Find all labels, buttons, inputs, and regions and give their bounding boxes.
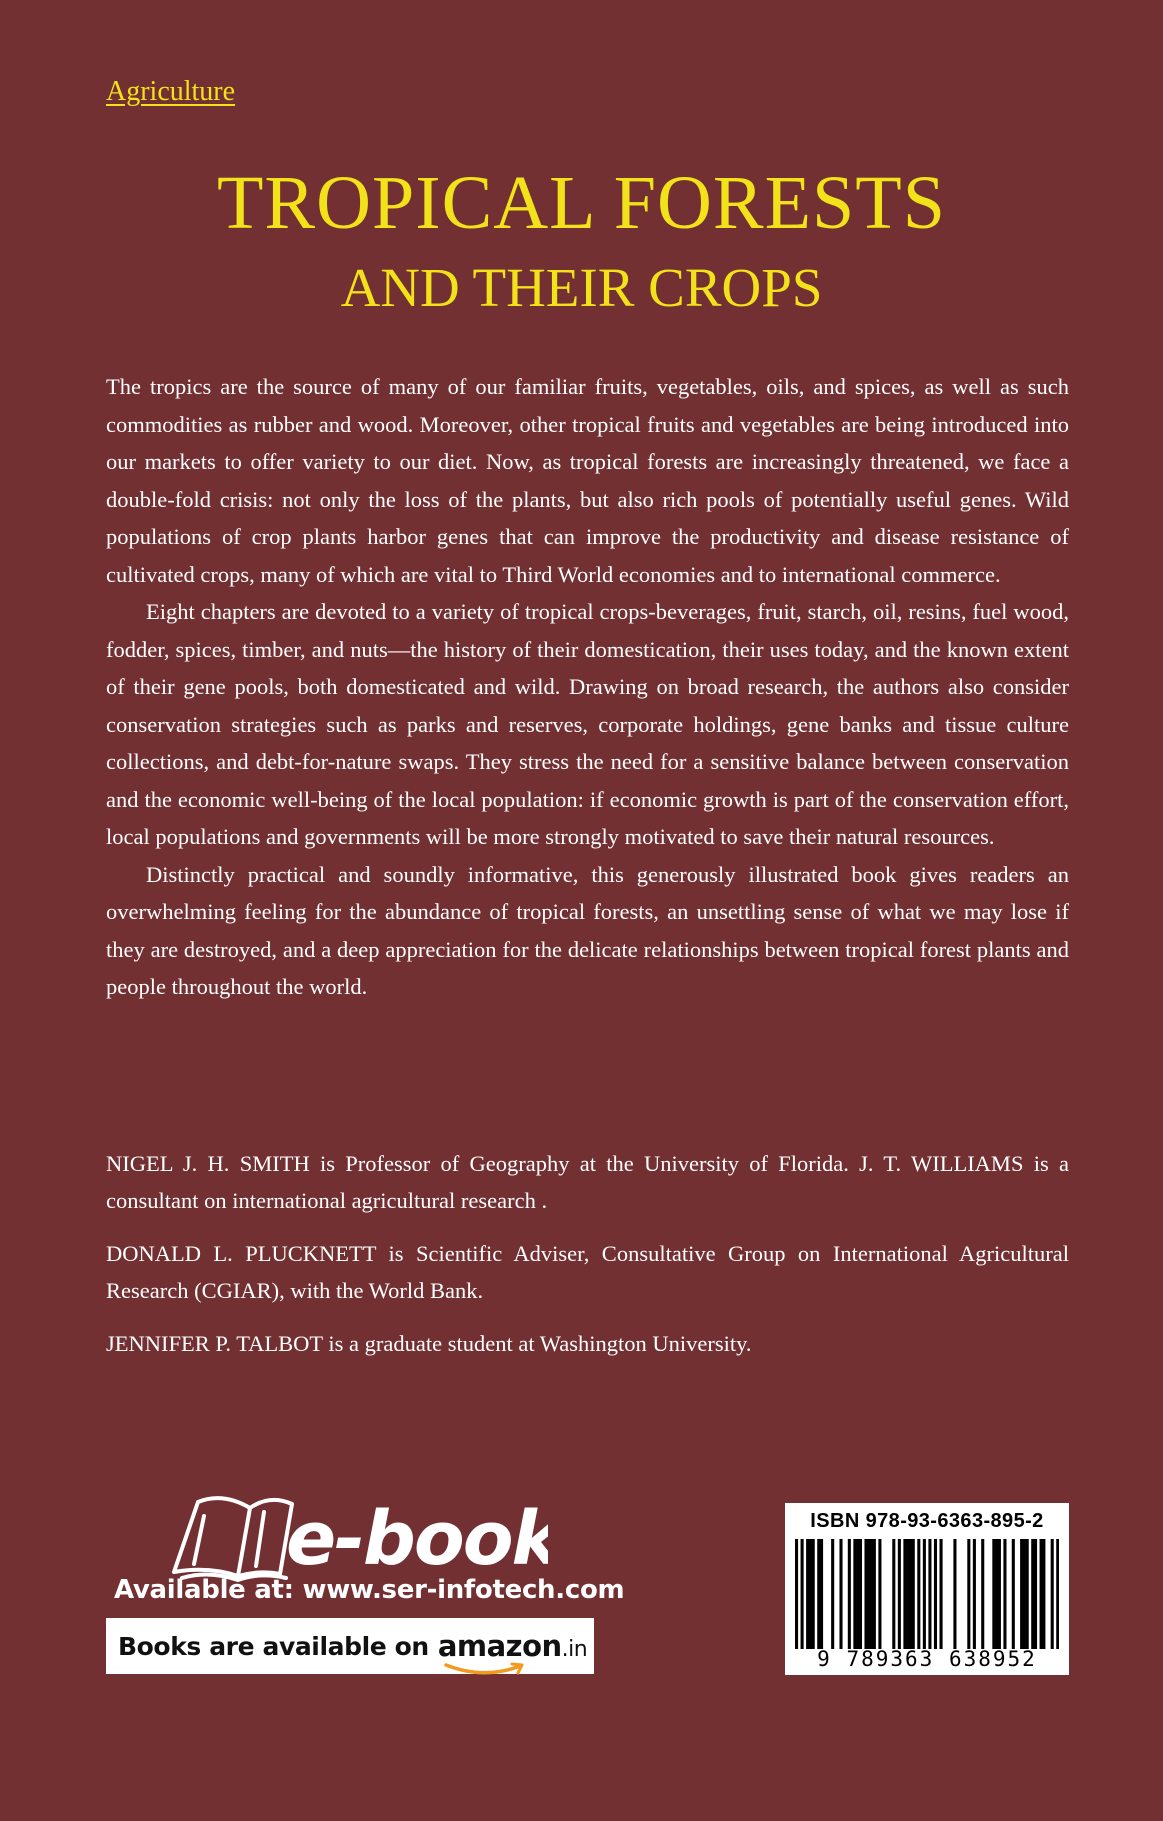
barcode-bar <box>873 1539 876 1649</box>
barcode-bar <box>934 1539 937 1649</box>
amazon-lead-text: Books are available on <box>118 1631 429 1661</box>
barcode-bar <box>912 1539 915 1649</box>
barcode-bar <box>906 1539 909 1649</box>
isbn-digits: 9 789363 638952 <box>817 1647 1037 1671</box>
barcode-bar <box>809 1539 812 1649</box>
description <box>106 368 1069 1006</box>
barcode-bar <box>923 1539 926 1649</box>
barcode-bar <box>909 1539 912 1649</box>
barcode-bar <box>1026 1539 1029 1649</box>
barcode-bar <box>839 1539 842 1649</box>
barcode-box <box>785 1503 1069 1675</box>
amazon-suffix: .in <box>561 1637 588 1662</box>
barcode-bar <box>864 1539 867 1649</box>
barcode-bar <box>967 1539 970 1649</box>
barcode-bar <box>817 1539 820 1649</box>
description-paragraph: Distinctly practical and soundly informative, this generously illustrated book gives readers an overwhelming feeling for the abundance of tropical forests, an unsettling sense of what we may lose if they are destroyed, and a deep appreciation for the delicate relationships between tropical forest plants and people throughout the world. <box>106 861 1069 999</box>
barcode-bar <box>898 1539 901 1649</box>
barcode-bar <box>848 1539 851 1649</box>
barcode-bar <box>867 1539 870 1649</box>
amazon-smile-icon <box>442 1662 528 1676</box>
barcode-bar <box>820 1539 823 1649</box>
barcode-bar <box>870 1539 873 1649</box>
barcode-bar <box>806 1539 809 1649</box>
barcode-bar <box>1003 1539 1006 1649</box>
barcode-bar <box>801 1539 804 1649</box>
ebook-logo <box>168 1484 548 1584</box>
barcode-bar <box>940 1539 943 1649</box>
barcode-bar <box>853 1539 856 1649</box>
barcode-bar <box>878 1539 881 1649</box>
barcode-bar <box>1042 1539 1045 1649</box>
amazon-brand: amazon <box>437 1629 562 1663</box>
available-at-text[interactable]: Available at: www.ser-infotech.com <box>114 1575 625 1605</box>
title-line-1: TROPICAL FORESTS <box>217 161 946 245</box>
isbn-label: ISBN 978-93-6363-895-2 <box>810 1510 1044 1532</box>
barcode-image <box>795 1539 1059 1649</box>
barcode-bar <box>928 1539 931 1649</box>
barcode-bar <box>992 1539 995 1649</box>
author-bio: NIGEL J. H. SMITH is Professor of Geography at the University of Florida. J. T. WILLIAMS is a consultant on international agricultural research . <box>106 1151 1069 1213</box>
barcode-bar <box>831 1539 834 1649</box>
barcode-bar <box>953 1539 956 1649</box>
barcode-bar <box>1023 1539 1026 1649</box>
barcode-bar <box>1056 1539 1059 1649</box>
barcode-bar <box>1051 1539 1054 1649</box>
barcode-bar <box>859 1539 862 1649</box>
barcode-bar <box>998 1539 1001 1649</box>
amazon-logo <box>438 1629 587 1663</box>
author-bio: DONALD L. PLUCKNETT is Scientific Adviser, Consultative Group on International Agricultural Research (CGIAR), with the World Bank. <box>106 1241 1069 1303</box>
category-link[interactable]: Agriculture <box>106 76 236 107</box>
svg-text:e-book: e-book <box>286 1496 548 1582</box>
amazon-badge[interactable] <box>106 1618 594 1674</box>
description-paragraph: Eight chapters are devoted to a variety of tropical crops-beverages, fruit, starch, oil, resins, fuel wood, fodder, spices, timber, and nuts—the history of their domestication, their uses today, and the known extent of their gene pools, both domesticated and wild. Drawing on broad research, the authors also consider conservation strategies such as parks and reserves, corporate holdings, gene banks and tissue culture collections, and debt-for-nature swaps. They stress the need for a sensitive balance between conservation and the economic well-being of the local population: if economic growth is part of the conservation effort, local populations and governments will be more strongly motivated to save their natural resources. <box>106 599 1069 849</box>
barcode-bar <box>812 1539 815 1649</box>
barcode-bar <box>1012 1539 1015 1649</box>
barcode-bar <box>981 1539 984 1649</box>
barcode-bar <box>1031 1539 1034 1649</box>
author-bio: JENNIFER P. TALBOT is a graduate student at Washington University. <box>106 1331 752 1356</box>
barcode-bar <box>1034 1539 1037 1649</box>
barcode-bar <box>995 1539 998 1649</box>
barcode-bar <box>1040 1539 1043 1649</box>
author-bios <box>106 1145 1069 1378</box>
barcode-bar <box>795 1539 798 1649</box>
barcode-bar <box>973 1539 976 1649</box>
barcode-bar <box>892 1539 895 1649</box>
barcode-bar <box>903 1539 906 1649</box>
barcode-bar <box>856 1539 859 1649</box>
barcode-bar <box>917 1539 920 1649</box>
open-book-icon <box>168 1484 548 1584</box>
barcode-bar <box>1020 1539 1023 1649</box>
title-line-2: AND THEIR CROPS <box>340 257 823 318</box>
description-paragraph: The tropics are the source of many of our familiar fruits, vegetables, oils, and spices, as well as such commodities as rubber and wood. Moreover, other tropical fruits and vegetables are being introduced into our markets to offer variety to our diet. Now, as tropical forests are increasingly threatened, we face a double-fold crisis: not only the loss of the plants, but also rich pools of potentially useful genes. Wild populations of crop plants harbor genes that can improve the productivity and disease resistance of cultivated crops, many of which are vital to Third World economies and to international commerce. <box>106 374 1069 587</box>
